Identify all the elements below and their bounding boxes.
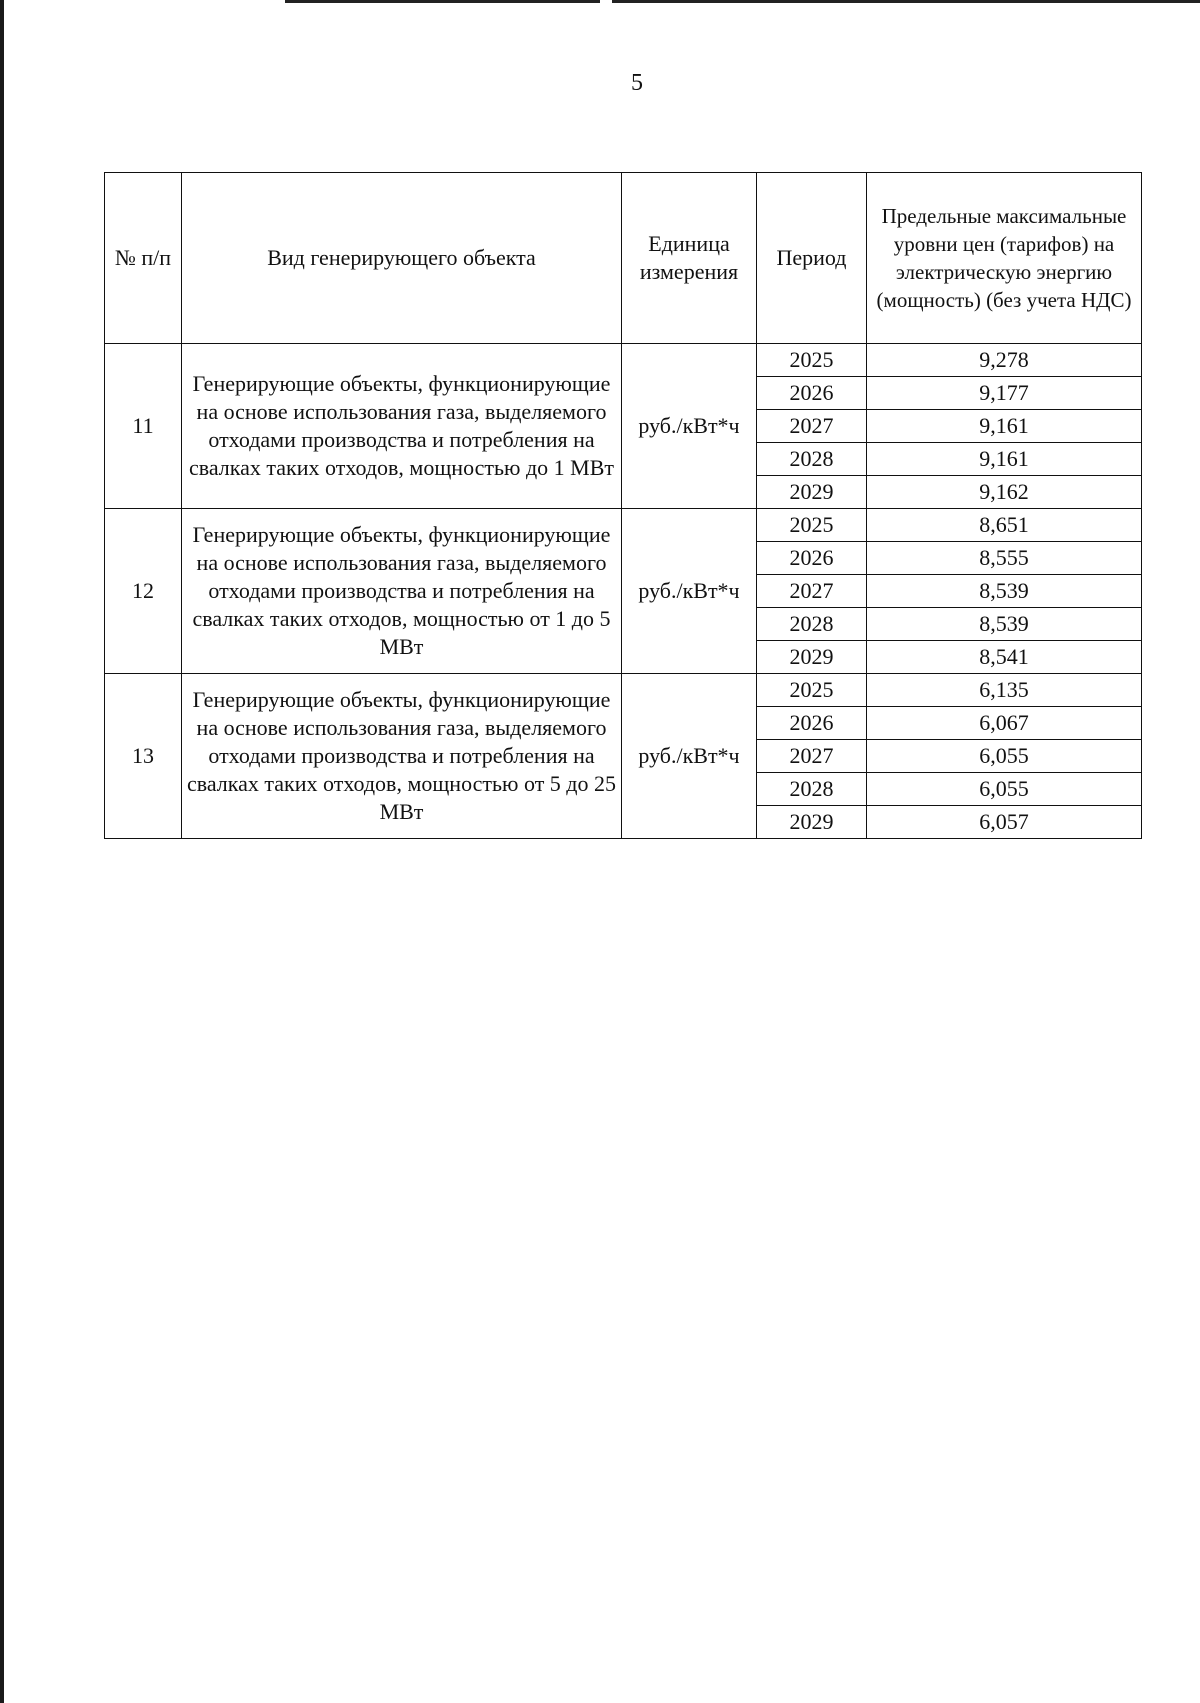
table-row: [105, 344, 1142, 377]
cell-object-type: Генерирующие объекты, функционирующие на основе использования газа, выделяемого отходами производства и потребления на свалках таких отходов, мощностью до 1 МВт: [182, 344, 622, 509]
cell-period: 2029: [757, 806, 867, 839]
cell-price-value: 8,539: [867, 575, 1142, 608]
cell-price-value: 9,177: [867, 377, 1142, 410]
table-header: [105, 173, 1142, 344]
cell-price-value: 8,541: [867, 641, 1142, 674]
cell-unit: руб./кВт*ч: [622, 509, 757, 674]
cell-price-value: 9,162: [867, 476, 1142, 509]
cell-price-value: 8,555: [867, 542, 1142, 575]
scan-top-edge: [285, 0, 1200, 3]
header-period: Период: [757, 173, 867, 344]
page-number: 5: [631, 70, 643, 96]
scan-left-edge: [0, 0, 4, 1703]
cell-price-value: 8,651: [867, 509, 1142, 542]
header-num: № п/п: [105, 173, 182, 344]
cell-period: 2025: [757, 509, 867, 542]
cell-period: 2025: [757, 674, 867, 707]
cell-num: 13: [105, 674, 182, 839]
header-type: Вид генерирующего объекта: [182, 173, 622, 344]
table-row: [105, 674, 1142, 707]
cell-price-value: 6,055: [867, 740, 1142, 773]
cell-price-value: 8,539: [867, 608, 1142, 641]
table-row: [105, 509, 1142, 542]
cell-price-value: 6,067: [867, 707, 1142, 740]
cell-price-value: 6,057: [867, 806, 1142, 839]
cell-period: 2027: [757, 575, 867, 608]
cell-period: 2029: [757, 641, 867, 674]
cell-period: 2027: [757, 410, 867, 443]
cell-period: 2027: [757, 740, 867, 773]
cell-object-type: Генерирующие объекты, функционирующие на основе использования газа, выделяемого отходами производства и потребления на свалках таких отходов, мощностью от 1 до 5 МВт: [182, 509, 622, 674]
cell-price-value: 9,161: [867, 410, 1142, 443]
cell-price-value: 6,135: [867, 674, 1142, 707]
cell-price-value: 9,161: [867, 443, 1142, 476]
cell-period: 2026: [757, 707, 867, 740]
scan-top-edge-gap: [600, 0, 612, 3]
cell-price-value: 6,055: [867, 773, 1142, 806]
tariff-table: [104, 172, 1142, 839]
header-price: Предельные максимальные уровни цен (тарифов) на электрическую энергию (мощность) (без учета НДС): [867, 173, 1142, 344]
cell-period: 2029: [757, 476, 867, 509]
cell-period: 2028: [757, 443, 867, 476]
cell-unit: руб./кВт*ч: [622, 674, 757, 839]
cell-num: 12: [105, 509, 182, 674]
table-body: [105, 344, 1142, 839]
header-row: [105, 173, 1142, 344]
cell-price-value: 9,278: [867, 344, 1142, 377]
cell-period: 2028: [757, 773, 867, 806]
cell-unit: руб./кВт*ч: [622, 344, 757, 509]
cell-num: 11: [105, 344, 182, 509]
header-unit: Единица измерения: [622, 173, 757, 344]
cell-period: 2028: [757, 608, 867, 641]
cell-period: 2026: [757, 542, 867, 575]
cell-object-type: Генерирующие объекты, функционирующие на основе использования газа, выделяемого отходами производства и потребления на свалках таких отходов, мощностью от 5 до 25 МВт: [182, 674, 622, 839]
cell-period: 2026: [757, 377, 867, 410]
cell-period: 2025: [757, 344, 867, 377]
